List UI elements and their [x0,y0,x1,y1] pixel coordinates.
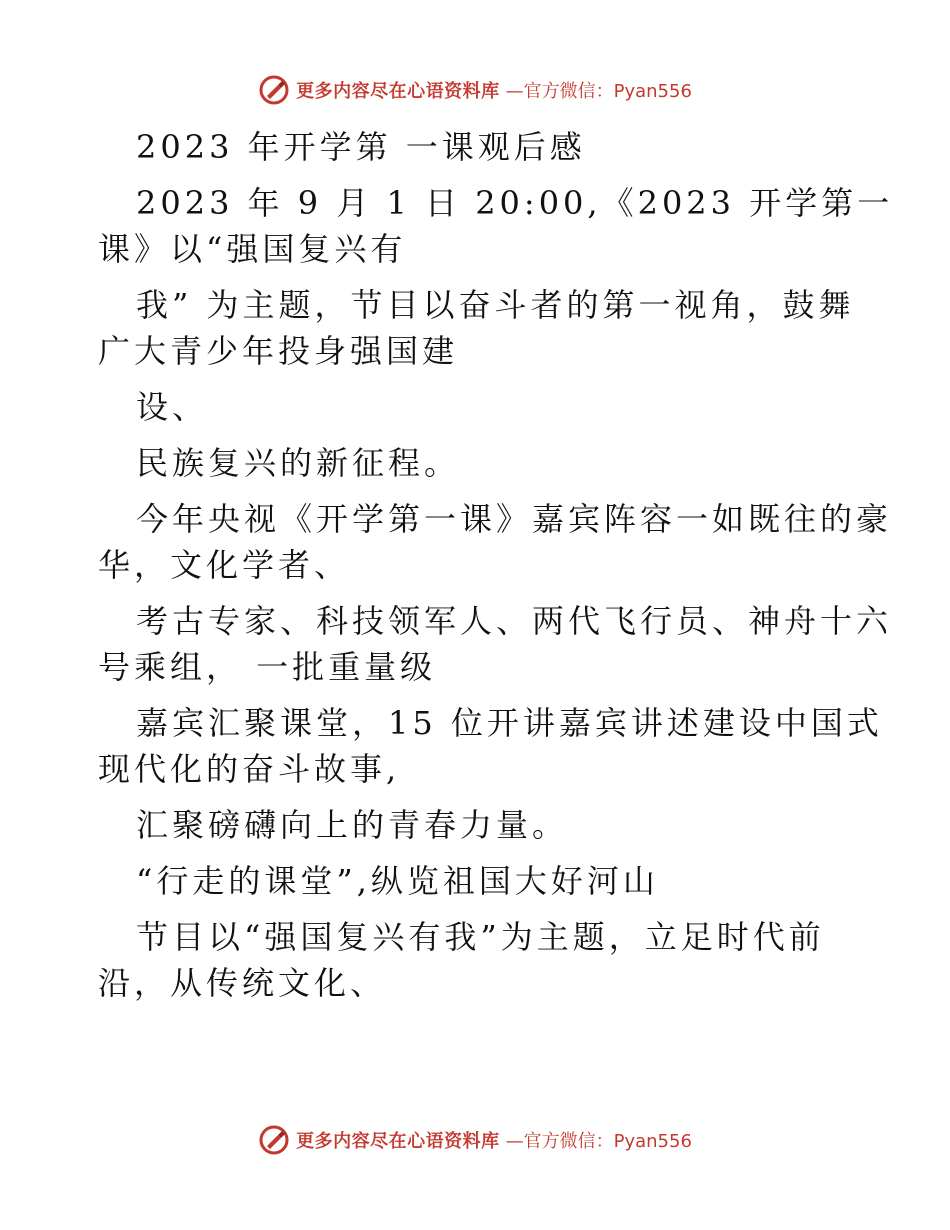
header-brand [258,74,692,106]
footer-watermark [0,1120,950,1160]
paragraph-line: 号乘组， 一批重量级 [98,648,437,686]
pen-swirl-logo-icon [258,1124,290,1156]
footer-brand [258,1124,692,1156]
paragraph-line: 我” 为主题，节目以奋斗者的第一视角，鼓舞 [136,286,855,324]
header-watermark [0,70,950,110]
paragraph-line: 课》以“强国复兴有 [98,230,407,268]
paragraph-line: 设、 [136,388,209,426]
paragraph-line: 汇聚磅礴向上的青春力量。 [136,806,569,844]
footer-brand-text: 更多内容尽在心语资料库 [296,1131,500,1152]
header-brand-text: 更多内容尽在心语资料库 [296,81,500,102]
paragraph-line: 现代化的奋斗故事, [98,750,401,788]
header-contact-text: —官方微信：Pyan556 [505,81,692,102]
paragraph-line: 节目以“强国复兴有我”为主题，立足时代前 [136,918,825,956]
paragraph-line: 民族复兴的新征程。 [136,444,461,482]
pen-swirl-logo-icon [258,74,290,106]
paragraph-line: 沿，从传统文化、 [98,964,387,1002]
paragraph-line: 嘉宾汇聚课堂，15 位开讲嘉宾讲述建设中国式 [136,704,883,742]
paragraph-line: 广大青少年投身强国建 [98,332,459,370]
paragraph-line: “行走的课堂”,纵览祖国大好河山 [136,862,659,900]
paragraph-line: 华，文化学者、 [98,546,351,584]
paragraph-line: 考古专家、科技领军人、两代飞行员、神舟十六 [136,602,893,640]
document-title: 2023 年开学第 一课观后感 [136,128,586,166]
paragraph-line: 2023 年 9 月 1 日 20:00,《2023 开学第一 [136,184,894,222]
document-body [98,124,894,1006]
footer-contact-text: —官方微信：Pyan556 [505,1131,692,1152]
paragraph-line: 今年央视《开学第一课》嘉宾阵容一如既往的豪 [136,500,893,538]
